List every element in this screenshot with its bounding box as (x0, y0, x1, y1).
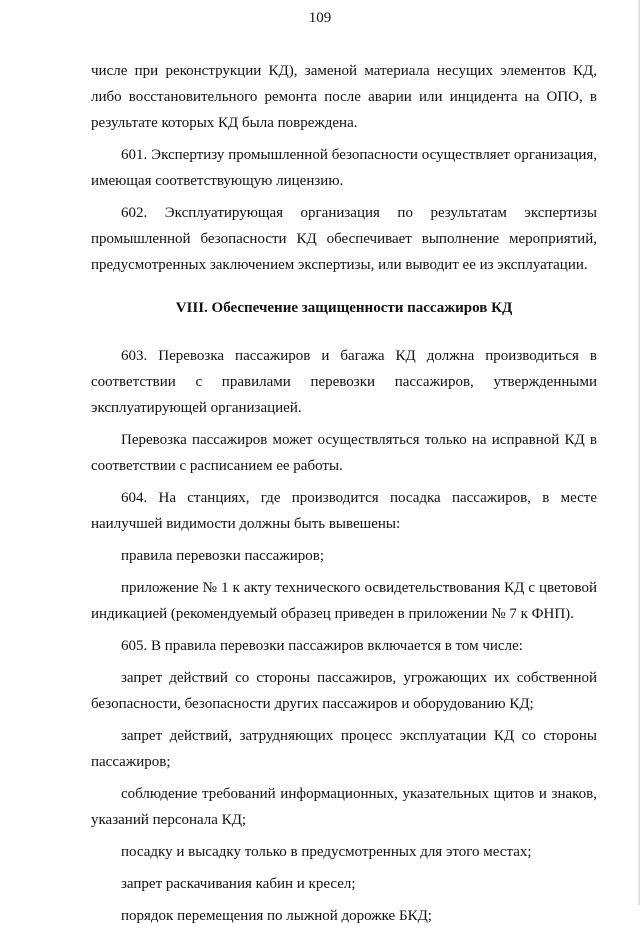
list-item-ski-track: порядок перемещения по лыжной дорожке БКД; (121, 908, 432, 924)
list-item-rules: правила перевозки пассажиров; (121, 548, 324, 564)
paragraph-601: 601. Экспертизу промышленной безопасности осуществляет организация, имеющая соответствующую лицензию. (91, 147, 597, 189)
section-heading: VIII. Обеспечение защищенности пассажиров КД (175, 300, 513, 316)
list-item-boarding: посадку и высадку только в предусмотренных для этого местах; (121, 844, 532, 860)
paragraph-604: 604. На станциях, где производится посадка пассажиров, в месте наилучшей видимости должны быть вывешены: (91, 490, 597, 532)
paragraph-605: 605. В правила перевозки пассажиров включается в том числе: (121, 638, 523, 654)
paragraph-603-transport: Перевозка пассажиров может осуществляться только на исправной КД в соответствии с расписанием ее работы. (91, 432, 597, 474)
page-number: 109 (308, 10, 332, 26)
list-item-no-swinging: запрет раскачивания кабин и кресел; (121, 876, 356, 892)
paragraph-602: 602. Эксплуатирующая организация по результатам экспертизы промышленной безопасности КД обеспечивает выполнение мероприятий, предусмотренных заключением экспертизы, или выводит ее из эксплуатации. (91, 205, 597, 273)
document-body (91, 58, 597, 935)
list-item-appendix: приложение № 1 к акту технического освидетельствования КД с цветовой индикацией (рекомендуемый образец приведен в приложении № 7 к ФНП). (91, 580, 597, 622)
list-item-prohibit-obstruction: запрет действий, затрудняющих процесс эксплуатации КД со стороны пассажиров; (91, 728, 597, 770)
paragraph-continuation: числе при реконструкции КД), заменой материала несущих элементов КД, либо восстановительного ремонта после аварии или инцидента на ОПО, в результате которых КД была повреждена. (91, 63, 597, 131)
paragraph-603: 603. Перевозка пассажиров и багажа КД должна производиться в соответствии с правилами перевозки пассажиров, утвержденными эксплуатирующей организацией. (91, 348, 597, 416)
list-item-compliance: соблюдение требований информационных, указательных щитов и знаков, указаний персонала КД; (91, 786, 597, 828)
list-item-prohibit-danger: запрет действий со стороны пассажиров, угрожающих их собственной безопасности, безопасности других пассажиров и оборудованию КД; (91, 670, 597, 712)
